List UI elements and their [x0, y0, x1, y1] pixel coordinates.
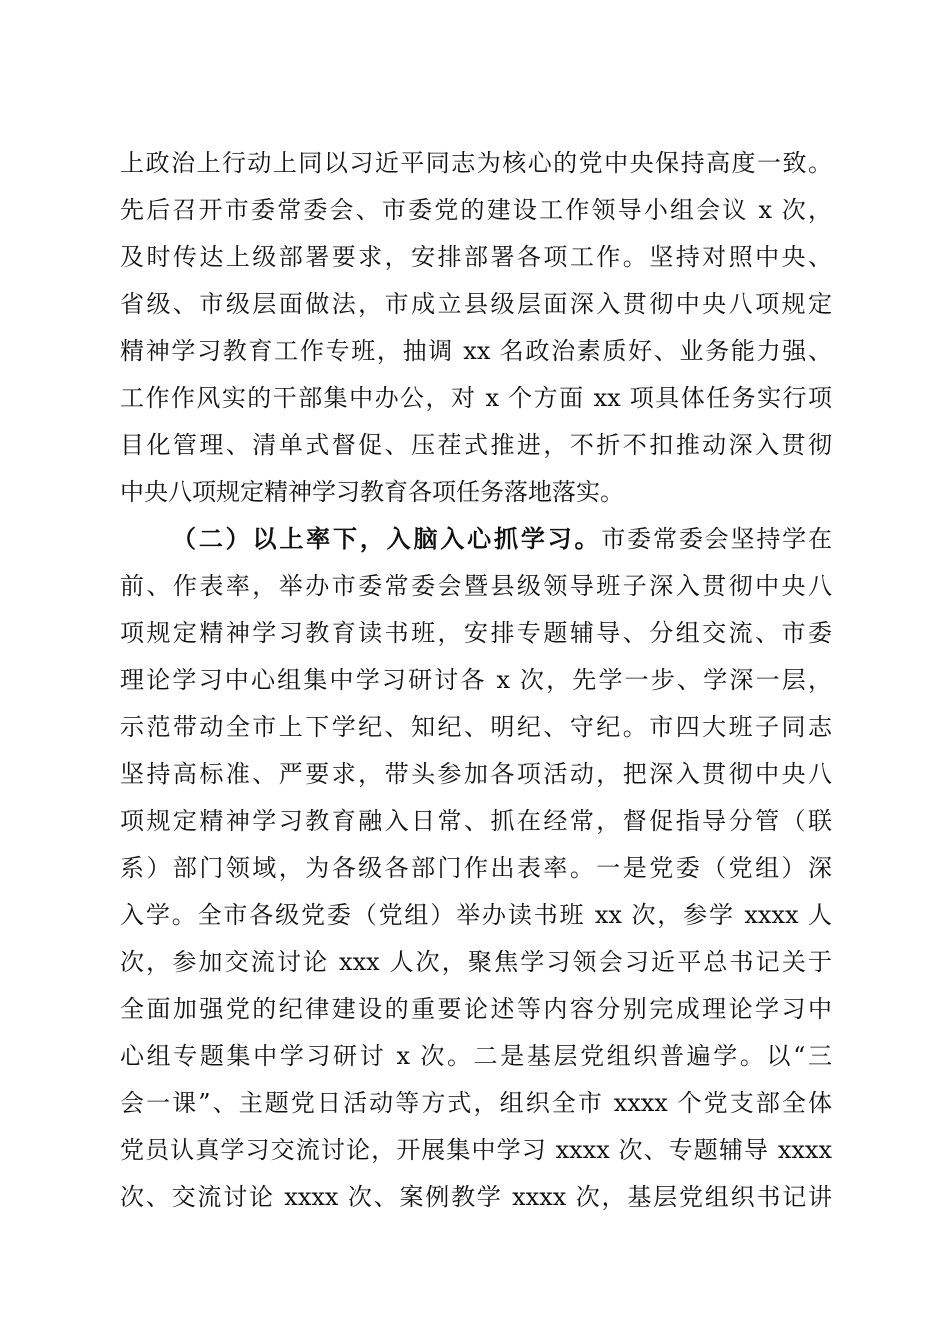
paragraph-line: 系）部门领域，为各级各部门作出表率。一是党委（党组）深: [120, 854, 832, 882]
paragraph-line: 目化管理、清单式督促、压茬式推进，不折不扣推动深入贯彻: [120, 431, 832, 459]
paragraph-line: 党员认真学习交流讨论，开展集中学习 xxxx 次、专题辅导 xxxx: [120, 1136, 832, 1164]
section-heading: （二）以上率下，入脑入心抓学习。: [172, 525, 602, 553]
paragraph-line: 次，参加交流讨论 xxx 人次，聚焦学习领会习近平总书记关于: [120, 948, 832, 976]
paragraph-line: 入学。全市各级党委（党组）举办读书班 xx 次，参学 xxxx 人: [120, 901, 832, 929]
paragraph-line: 示范带动全市上下学纪、知纪、明纪、守纪。市四大班子同志: [120, 713, 832, 741]
paragraph-line: 理论学习中心组集中学习研讨各 x 次，先学一步、学深一层，: [120, 666, 832, 694]
paragraph-line: 会一课”、主题党日活动等方式，组织全市 xxxx 个党支部全体: [120, 1089, 832, 1117]
paragraph-line: 前、作表率，举办市委常委会暨县级领导班子深入贯彻中央八: [120, 572, 832, 600]
paragraph-line: 精神学习教育工作专班，抽调 xx 名政治素质好、业务能力强、: [120, 337, 832, 365]
paragraph-line: 心组专题集中学习研讨 x 次。二是基层党组织普遍学。以“三: [120, 1042, 832, 1070]
paragraph-line: 工作作风实的干部集中办公，对 x 个方面 xx 项具体任务实行项: [120, 384, 832, 412]
paragraph-line: 坚持高标准、严要求，带头参加各项活动，把深入贯彻中央八: [120, 760, 832, 788]
paragraph-line: 次、交流讨论 xxxx 次、案例教学 xxxx 次，基层党组织书记讲: [120, 1183, 832, 1211]
paragraph-text: 市委常委会坚持学在: [601, 525, 833, 553]
paragraph-line: 项规定精神学习教育融入日常、抓在经常，督促指导分管（联: [120, 807, 832, 835]
paragraph-line: 省级、市级层面做法，市成立县级层面深入贯彻中央八项规定: [120, 290, 832, 318]
paragraph-line: 中央八项规定精神学习教育各项任务落地落实。: [120, 478, 624, 506]
paragraph-line: 先后召开市委常委会、市委党的建设工作领导小组会议 x 次，: [120, 196, 832, 224]
paragraph-line: 上政治上行动上同以习近平同志为核心的党中央保持高度一致。: [120, 149, 832, 177]
paragraph-line: 项规定精神学习教育读书班，安排专题辅导、分组交流、市委: [120, 619, 832, 647]
paragraph-line: 及时传达上级部署要求，安排部署各项工作。坚持对照中央、: [120, 243, 832, 271]
paragraph-line: 全面加强党的纪律建设的重要论述等内容分别完成理论学习中: [120, 995, 832, 1023]
section-heading-line: [172, 519, 832, 559]
